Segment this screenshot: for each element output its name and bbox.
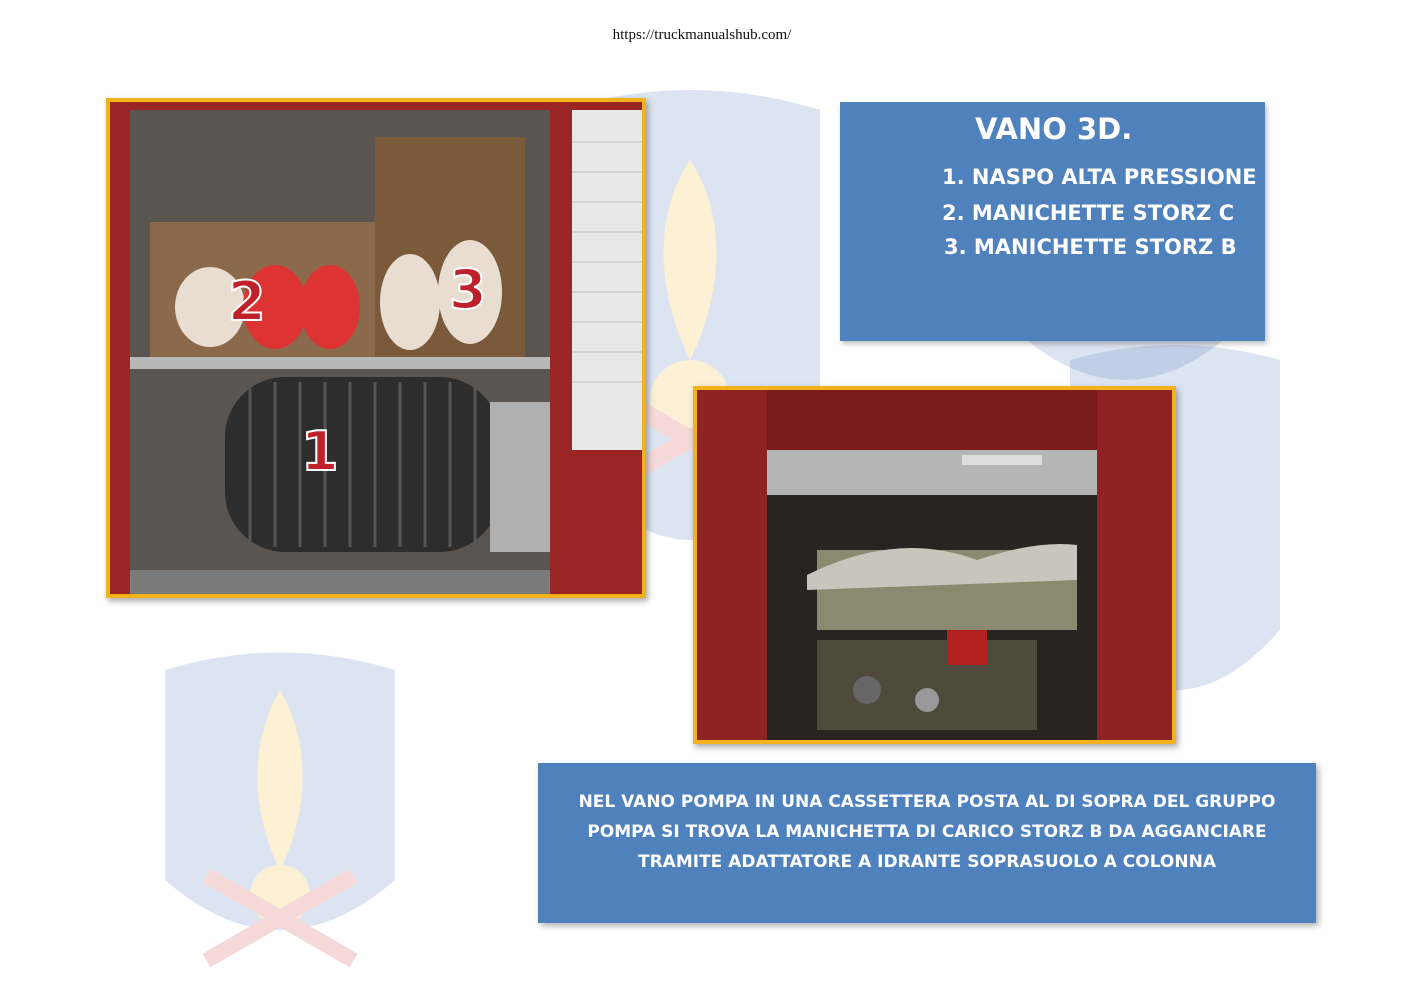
list-item-number: 2. xyxy=(942,201,965,225)
fire-service-emblem-icon xyxy=(155,640,405,970)
info-line: NEL VANO POMPA IN UNA CASSETTERA POSTA AL DI SOPRA DEL GRUPPO xyxy=(578,792,1276,812)
list-item-number: 3. xyxy=(944,235,967,259)
list-item-label: MANICHETTE STORZ B xyxy=(973,235,1237,259)
list-item-label: NASPO ALTA PRESSIONE xyxy=(971,165,1257,189)
label-2: 2 xyxy=(228,270,266,333)
compartment-photo xyxy=(106,98,646,598)
list-item xyxy=(942,165,1257,189)
list-item-number: 1. xyxy=(942,165,965,189)
list-item-label: MANICHETTE STORZ C xyxy=(971,201,1234,225)
page-header-url: https://truckmanualshub.com/ xyxy=(612,27,792,43)
info-line: POMPA SI TROVA LA MANICHETTA DI CARICO STORZ B DA AGGANCIARE xyxy=(587,822,1267,842)
list-item xyxy=(944,235,1237,259)
list-item xyxy=(942,201,1234,225)
pump-compartment-photo xyxy=(693,386,1176,744)
info-line: TRAMITE ADATTATORE A IDRANTE SOPRASUOLO A COLONNA xyxy=(638,852,1216,872)
label-3: 3 xyxy=(449,258,487,321)
label-1: 1 xyxy=(301,420,339,483)
pump-compartment-info-box xyxy=(538,763,1316,923)
compartment-title: VANO 3D. xyxy=(975,112,1133,146)
compartment-title-box xyxy=(840,102,1265,341)
